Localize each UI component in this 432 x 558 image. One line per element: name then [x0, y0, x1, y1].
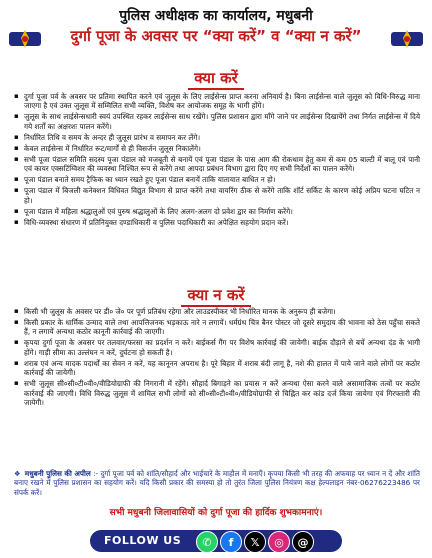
appeal-lead: मधुबनी पुलिस की अपील: [24, 469, 91, 478]
donts-heading: [0, 285, 432, 305]
donts-list: [14, 307, 420, 409]
list-item: ▪ दुर्गा पूजा पर्व के अवसर पर प्रतिमा स्थापित करने एवं जुलूस के लिए लाईसेन्स प्राप्त करना अनिवार्य है। बिना लाईसेन्स वाले जुलूस को विधि-विरुद्ध माना जाएगा है एवं उक्त जुलूस में सम्मिलित सभी व्यक्ति, विशेष कर आयोजक समूह के भागी होंगे।: [14, 92, 420, 111]
donts-heading-text: क्या न करें: [181, 286, 250, 307]
list-item: ▪ केवल लाईसेन्स में निर्धारित रूट/मार्गों से ही विसर्जन जुलूस निकालेंगे।: [14, 144, 420, 153]
list-item: ▪ सभी पूजा पंडाल समिति सदस्य पूजा पंडाल को मजबूती से बनायें एवं पूजा पंडाल के पास आग की रोकथाम हेतु कम से कम 05 बाल्टी में बालू एवं पानी एवं कायर एक्सटिंग्विशर की व्यवस्था निश्चित रूप से करेंगे तथा आपदा प्रबंधन विभाग द्वारा दिए गए सभी निर्देशों का पालन करेंगे।: [14, 155, 420, 174]
x-icon[interactable]: 𝕏: [244, 531, 266, 553]
list-item: ▪ पूजा पंडाल में बिजली कनेक्शन विधिवत विद्युत विभाग से प्राप्त करेंगे तथा वायरिंग ठीक से करेंगे ताकि शॉर्ट सर्किट के कारण कोई अप्रिय घटना घटित न हो।: [14, 186, 420, 205]
dos-heading: [0, 68, 432, 88]
main-title: दुर्गा पूजा के अवसर पर “क्या करें” व “क्या न करें”: [70, 27, 362, 45]
footer: [0, 524, 432, 558]
whatsapp-icon[interactable]: ✆: [196, 531, 218, 553]
festival-greeting: सभी मधुबनी जिलावासियों को दुर्गा पूजा की हार्दिक शुभकामनाएं।: [109, 508, 323, 518]
header: [0, 4, 432, 64]
list-item: ▪ शराब एवं अन्य मादक पदार्थों का सेवन न करें, यह कानूनन अपराध है। पूरे बिहार में शराब बंदी लागू है, नशे की हालत में पाये जाने वाले लोगों पर कठोर कार्रवाई की जायेगी।: [14, 359, 420, 378]
dos-heading-text: क्या करें: [188, 69, 244, 90]
list-item: ▪ विधि-व्यवस्था संधारण में प्रतिनियुक्त दण्डाधिकारी व पुलिस पदाधिकारी का अपेक्षित सहयोग प्रदान करें।: [14, 218, 420, 227]
list-item: ▪ जुलूस के साथ लाईसेन्सधारी स्वयं उपस्थित रहकर लाईसेन्स साथ रखेंगे। पुलिस प्रशासन द्वारा माँगे जाने पर लाईसेन्स दिखायेंगे तथा निर्गत लाईसेन्स में दिये गये शर्तों का अक्षरशः पालन करेंगे।: [14, 112, 420, 131]
list-item: ▪ पूजा पंडाल बनाते समय ट्रैफिक का ध्यान रखते हुए पूजा पंडाल बनायें ताकि यातायात बाधित न हो।: [14, 175, 420, 184]
facebook-icon[interactable]: f: [220, 531, 242, 553]
list-item: ▪ किसी प्रकार के धार्मिक उन्माद वाले तथा आपत्तिजनक भड़काऊ नारे न लगायें। धर्मग्रंथ चित्र बैनर पोस्टर जो दूसरे समुदाय की भावना को ठेस पहुँचा सकते हैं, न लगायें अन्यथा कठोर कानूनी कार्रवाई की जाएगी।: [14, 318, 420, 337]
list-item: ▪ निर्धारित तिथि व समय के अन्दर ही जुलूस प्रारंभ व समापन कर लेंगे।: [14, 133, 420, 142]
list-item: ▪ कृपया दुर्गा पूजा के अवसर पर तलवार/फरसा का प्रदर्शन न करें। बाईकर्स गैंग पर विशेष कार्रवाई की जायेगी। बाईक दौड़ाने से बचें अन्यथा दंड के भागी होंगे। गाड़ी सीमा का उल्लंघन न करें, दुर्घटना हो सकती है।: [14, 338, 420, 357]
threads-icon[interactable]: @: [292, 531, 314, 553]
police-emblem-icon: [8, 28, 42, 50]
list-item: ▪ सभी जुलूस सी०सी०टी०वी०/वीडियोग्राफी की निगरानी में रहेंगे। सौहार्द बिगाड़ने का प्रयास न करें अन्यथा ऐसा करने वाले असामाजिक तत्वों पर कठोर कार्रवाई की जाएगी। विधि विरुद्ध जुलूस में शामिल सभी लोगों को सी०सी०टी०वी०/वीडियोग्राफी से चिह्नित कर कांड दर्ज किया जायेगा एवं गिरफ्तारी की जायेगी।: [14, 379, 420, 407]
follow-us-label: FOLLOW US: [104, 534, 182, 547]
list-item: ▪ पूजा पंडाल में महिला श्रद्धालुओं एवं पुरुष श्रद्धालुओं के लिए अलग-अलग दो प्रवेश द्वार का निर्माण करेंगे।: [14, 207, 420, 216]
instagram-icon[interactable]: ◎: [268, 531, 290, 553]
dos-list: [14, 92, 420, 229]
police-emblem-icon: [390, 28, 424, 50]
office-title: पुलिस अधीक्षक का कार्यालय, मधुबनी: [119, 8, 313, 24]
appeal-star-icon: ❖: [14, 469, 21, 478]
list-item: ▪ किसी भी जुलूस के अवसर पर डी० जे० पर पूर्ण प्रतिबंध रहेगा और लाउडस्पीकर भी निर्धारित मानक के अनुरूप ही बजेगा।: [14, 307, 420, 316]
police-appeal: [14, 469, 420, 497]
appeal-text: :- दुर्गा पूजा पर्व को शांति/सौहार्द और भाईचारे के माहौल में मनाएँ। कृपया किसी भी तरह की अफवाह पर ध्यान न दें और शांति बनाए रखने में पुलिस प्रशासन का सहयोग करें। यदि किसी प्रकार की समस्या हो तो तुरंत जिला पुलिस नियंत्रण कक्ष हेल्पलाइन नंबर-06276223486 पर संपर्क करें।: [14, 469, 420, 497]
